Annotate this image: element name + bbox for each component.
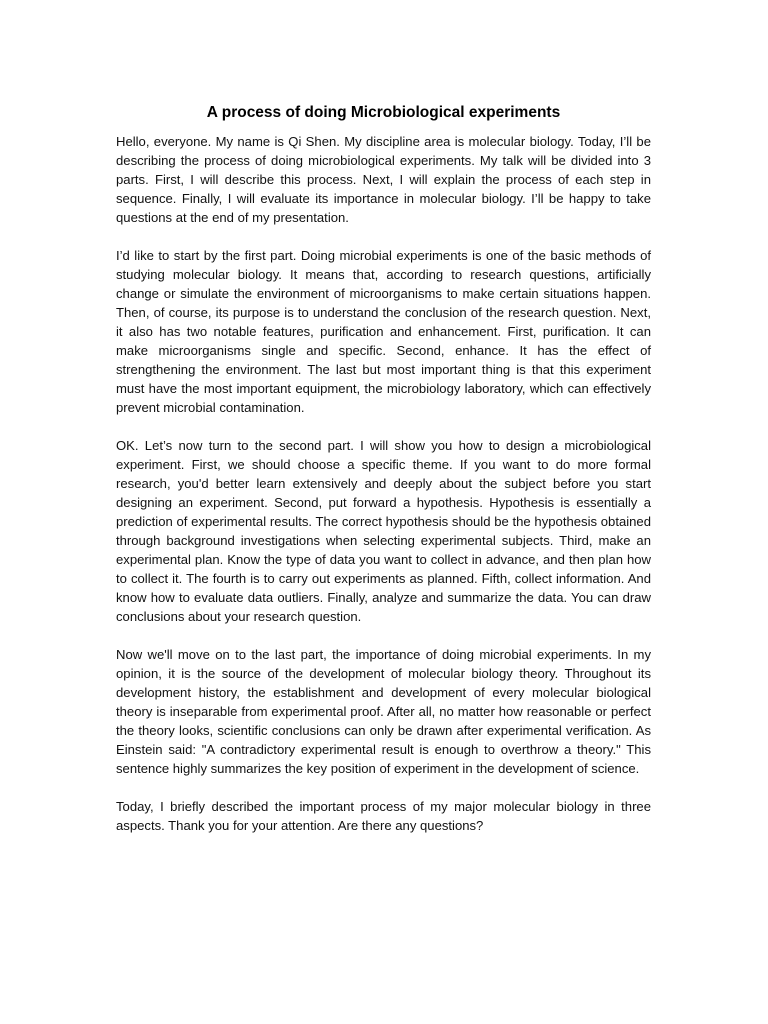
document-body [116, 132, 651, 854]
paragraph-intro: Hello, everyone. My name is Qi Shen. My discipline area is molecular biology. Today, I’ll be describing the process of doing microbiological experiments. My talk will be divided into 3 parts. First, I will describe this process. Next, I will explain the process of each step in sequence. Finally, I will evaluate its importance in molecular biology. I’ll be happy to take questions at the end of my presentation. [116, 134, 651, 225]
paragraph-part-three: Now we'll move on to the last part, the importance of doing microbial experiments. In my opinion, it is the source of the development of molecular biology theory. Throughout its development history, the establishment and development of every molecular biological theory is inseparable from experimental proof. After all, no matter how reasonable or perfect the theory looks, scientific conclusions can only be drawn after experimental verification. As Einstein said: "A contradictory experimental result is enough to overthrow a theory." This sentence highly summarizes the key position of experiment in the development of science. [116, 647, 651, 776]
document-title: A process of doing Microbiological experiments [206, 104, 561, 121]
paragraph-part-two: OK. Let’s now turn to the second part. I will show you how to design a microbiological experiment. First, we should choose a specific theme. If you want to do more formal research, you'd better learn extensively and deeply about the subject before you start designing an experiment. Second, put forward a hypothesis. Hypothesis is essentially a prediction of experimental results. The correct hypothesis should be the hypothesis obtained through background investigations when selecting experimental subjects. Third, make an experimental plan. Know the type of data you want to collect in advance, and then plan how to collect it. The fourth is to carry out experiments as planned. Fifth, collect information. And know how to evaluate data outliers. Finally, analyze and summarize the data. You can draw conclusions about your research question. [116, 438, 651, 624]
paragraph-conclusion: Today, I briefly described the important process of my major molecular biology in three aspects. Thank you for your attention. Are there any questions? [116, 799, 651, 833]
paragraph-part-one: I’d like to start by the first part. Doing microbial experiments is one of the basic methods of studying molecular biology. It means that, according to research questions, artificially change or simulate the environment of microorganisms to make certain situations happen. Then, of course, its purpose is to understand the conclusion of the research question. Next, it also has two notable features, purification and enhancement. First, purification. It can make microorganisms single and specific. Second, enhance. It has the effect of strengthening the environment. The last but most important thing is that this experiment must have the most important equipment, the microbiology laboratory, which can effectively prevent microbial contamination. [116, 248, 651, 415]
